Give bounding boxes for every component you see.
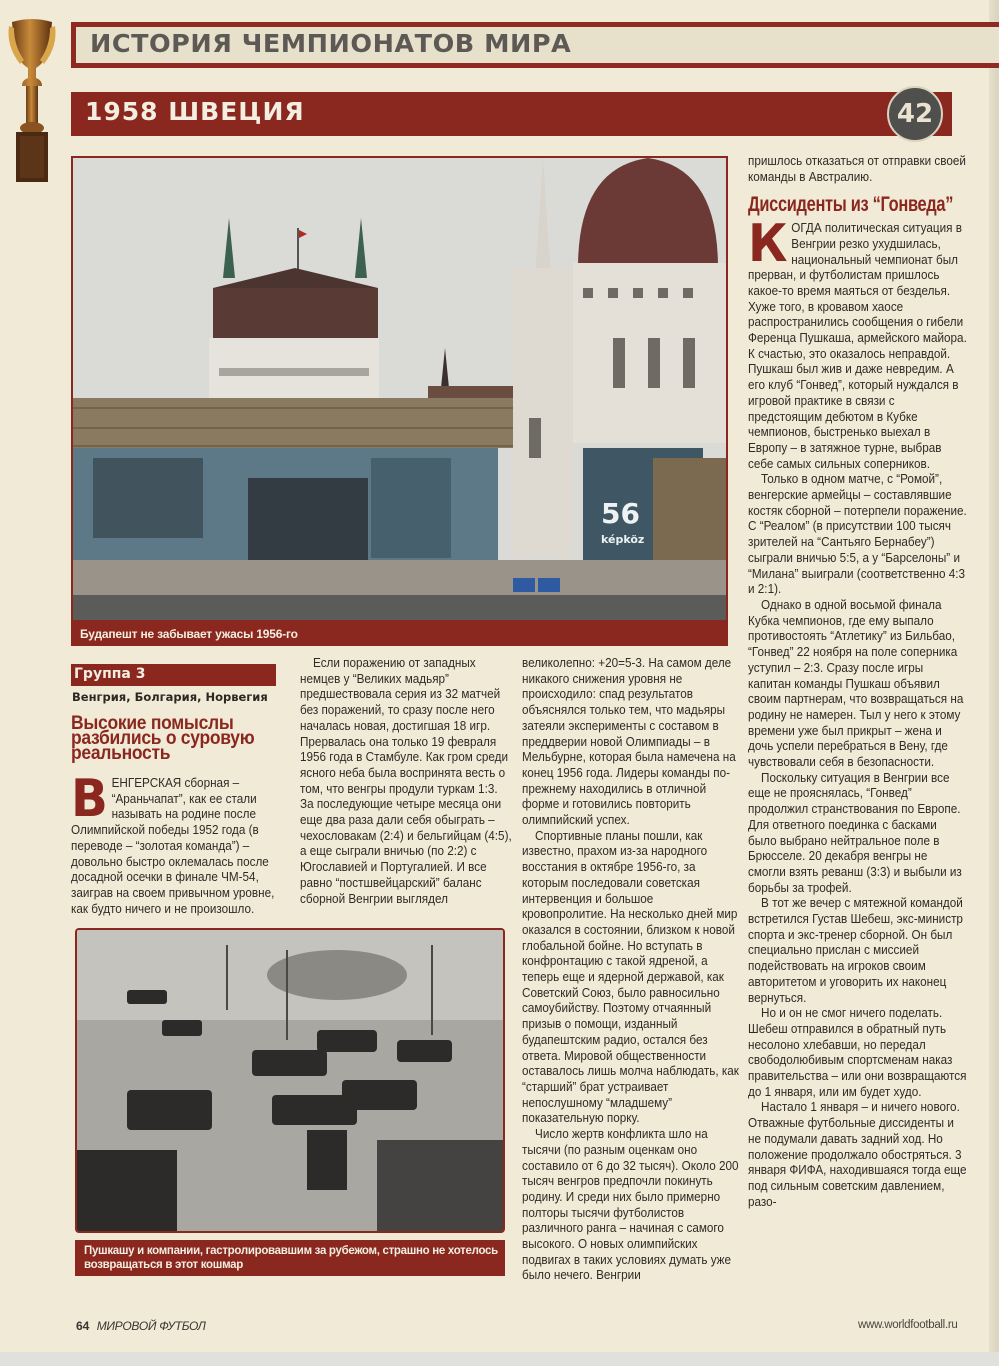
article-column-3: [522, 656, 741, 1284]
photo-budapest-parliament: [71, 156, 728, 622]
article-heading: Высокие помыслы разбились о суровую реальность: [71, 713, 255, 764]
paragraph: Только в одном матче, с “Ромой”, венгерские армейцы – составлявшие костяк сборной – потерпели поражение. С “Реалом” (в присутствии 100 тысяч зрителей на “Сантьяго Бернабеу”) сыграли вничью 5:5, а у “Барселоны” и “Милана” выиграли (соответственно 4:3 и 2:1).: [748, 472, 967, 597]
dropcap: В: [71, 769, 108, 829]
page-edge: [989, 0, 999, 1366]
article-column-4: [748, 154, 967, 1210]
svg-text:képköz: képköz: [601, 533, 645, 546]
main-photo-caption: Будапешт не забывает ужасы 1956-го: [71, 622, 728, 646]
article-column-1: [71, 769, 280, 917]
parliament-illustration: [73, 158, 726, 620]
paragraph: великолепно: +20=5-3. На самом деле никакого снижения уровня не происходило: спад результатов объяснялся только тем, что мадьяры затеяли эксперименты с составом в преддверии новой Олимпиады – в Мельбурне, которая была намечена на конец 1956 года. Лидеры команды по-прежнему находились в отличной форме и готовились повторить олимпийский успех.: [522, 656, 736, 828]
page-bottom-shadow: [0, 1352, 999, 1366]
dropcap: К: [748, 214, 788, 275]
paragraph: Если поражению от западных немцев у “Великих мадьяр” предшествовала серия из 32 матчей без поражений, то сразу после него началась новая, достигшая 18 игр. Прервалась она только 19 февраля 1956 года в Стамбуле. Как гром среди ясного неба была воспринята весть о том, что венгры продули туркам 1:3. За последующие четыре месяца они еще два раза дали себя обыграть – чехословакам (2:4) и бельгийцам (4:5), а еще сыграли вничью (по 2:2) с Югославией и Португалией. И все равно “постшвейцарский” баланс сборной Венгрии выглядел: [300, 656, 512, 906]
article-column-2: [300, 656, 512, 907]
paragraph: Спортивные планы пошли, как известно, прахом из-за народного восстания в октябре 1956-го, за которым последовали советская интервенция и большое кровопролитие. На несколько дней мир оказался в состоянии, близком к новой глобальной бойне. Но вступать в конфронтацию с такой ядреной, а теперь еще и ядерной державой, как Советский Союз, было равносильно самоубийству. Поэтому отчаянный призыв о помощи, изданный будапештским радио, остался без ответа. Мировой общественности оставалось лишь молча наблюдать, как “старший” брат устраивает непослушному “младшему” показательную порку.: [522, 828, 739, 1126]
website-url[interactable]: www.worldfootball.ru: [858, 1319, 958, 1331]
tanks-illustration: [77, 930, 503, 1231]
paragraph: Однако в одной восьмой финала Кубка чемпионов, где ему выпало противостоять “Атлетику” из Бильбао, “Гонвед” 22 ноября на поле соперника уступил – 2:3. Сразу после игры капитан команды Пушкаш объявил своим партнерам, что возвращаться на родину не намерен. Тыл у него к этому времени уже был прикрыт – жена и дочь успели перебраться в Вену, где чувствовали себя в безопасности.: [748, 597, 964, 770]
issue-number-badge: 42: [887, 86, 943, 142]
paragraph: Но и он не смог ничего поделать. Шебеш отправился в обратный путь несолоно хлебавши, но передал свободолюбивым спортсменам наказ правительства – или они возвращаются до 1 января, или им будет худо.: [748, 1006, 967, 1099]
paragraph: КОГДА политическая ситуация в Венгрии резко ухудшилась, национальный чемпионат был прерван, и футболистам пришлось какое-то время маяться от безделья. Хуже того, в кровавом хаосе распространились сообщения о гибели Ференца Пушкаша, армейского майора. К счастью, это оказалось неправдой. Пушкаш был жив и даже невредим. А его клуб “Гонвед”, который нуждался в игровой практике в связи с предстоящим дебютом в Кубке чемпионов, быстренько выехал в Европу – в затяжное турне, выбрав себе самых сильных соперников.: [748, 214, 967, 471]
paragraph: ВЕНГЕРСКАЯ сборная – “Араньчапат”, как ее стали называть на родине после Олимпийской победы 1952 года (в переводе – “золотая команда”) – довольно быстро оклемалась после досадной осечки в финале ЧМ-54, заиграв на своем привычном уровне, как будто ничего и не произошло.: [71, 769, 275, 916]
paragraph: Настало 1 января – и ничего нового. Отважные футбольные диссиденты и не подумали давать задний ход. Но положение продолжало обостряться. 3 января ФИФА, находившаяся тогда еще под сильным советским давлением, разо-: [748, 1100, 967, 1209]
page-number: 64: [76, 1319, 90, 1333]
tanks-photo-caption: [75, 1240, 505, 1276]
section-subheading: Диссиденты из “Гонведа”: [748, 193, 954, 217]
group-label: Группа 3: [71, 664, 276, 686]
caption-line: Пушкашу и компании, гастролировавшим за рубежом, страшно не хотелось: [84, 1245, 498, 1257]
caption-line: возвращаться в этот кошмар: [84, 1259, 243, 1271]
group-teams: Венгрия, Болгария, Норвегия: [72, 690, 268, 704]
series-header-band: [71, 22, 999, 68]
series-title: ИСТОРИЯ ЧЕМПИОНАТОВ МИРА: [90, 29, 572, 58]
year-header-band: [71, 92, 952, 136]
footer-left: [76, 1319, 206, 1333]
paragraph: пришлось отказаться от отправки своей команды в Австралию.: [748, 154, 966, 184]
svg-text:56: 56: [601, 497, 640, 530]
paragraph: Поскольку ситуация в Венгрии все еще не прояснялась, “Гонвед” продолжил странствования по Европе. Для ответного поединка с басками было выбрано нейтральное поле в Брюсселе. 20 декабря венгры не смогли взять реванш (3:3) и выбыли из борьбы за трофей.: [748, 770, 962, 895]
magazine-name: МИРОВОЙ ФУТБОЛ: [96, 1319, 206, 1333]
year-title: 1958 ШВЕЦИЯ: [85, 97, 305, 126]
paragraph: Число жертв конфликта шло на тысячи (по разным оценкам оно составило от 6 до 32 тысяч). Около 200 тысяч венгров предпочли покинуть родину. И среди них было примерно полторы тысячи футболистов различного ранга – начиная с самого высокого. О новых олимпийских подвигах в таких условиях думать уже было нечего. Венгрии: [522, 1127, 739, 1283]
photo-tanks-budapest: [75, 928, 505, 1233]
world-cup-trophy-icon: [6, 16, 58, 186]
paragraph: В тот же вечер с мятежной командой встретился Густав Шебеш, экс-министр спорта и экс-тренер сборной. Он был специально прислан с миссией подействовать на игроков своим авторитетом и уговорить их наконец вернуться.: [748, 896, 963, 1005]
